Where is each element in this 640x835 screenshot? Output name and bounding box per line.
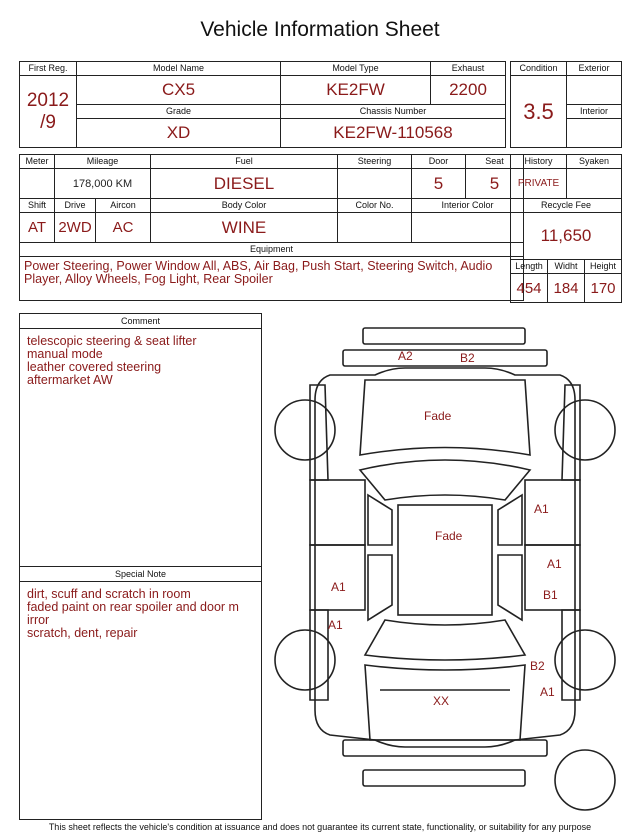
steering-label: Steering — [338, 155, 412, 169]
steering-value — [338, 169, 412, 199]
special-note-box — [19, 566, 262, 820]
syaken-value — [567, 169, 622, 199]
height-value: 170 — [585, 274, 622, 303]
recycle-fee-label: Recycle Fee — [511, 199, 622, 213]
grade-label: Grade — [77, 105, 281, 119]
aircon-label: Aircon — [96, 199, 151, 213]
first-reg-value: 2012 /9 — [20, 76, 77, 148]
equipment-label: Equipment — [20, 243, 524, 257]
condition-label: Condition — [511, 62, 567, 76]
mark-b1-right: B1 — [543, 588, 558, 602]
model-type-value: KE2FW — [281, 76, 431, 105]
seat-label: Seat — [466, 155, 524, 169]
condition-value: 3.5 — [511, 76, 567, 148]
exterior-label: Exterior — [567, 62, 622, 76]
mark-a1-left-door: A1 — [331, 580, 346, 594]
history-table — [510, 154, 622, 260]
grade-value: XD — [77, 119, 281, 148]
page-title: Vehicle Information Sheet — [200, 18, 440, 41]
door-value: 5 — [412, 169, 466, 199]
mark-b2-front: B2 — [460, 351, 475, 365]
shift-value: AT — [20, 213, 55, 243]
vehicle-spec-table — [19, 154, 524, 301]
exterior-value — [567, 76, 622, 105]
mark-a1-right-rear: A1 — [547, 557, 562, 571]
comment-label: Comment — [20, 314, 261, 329]
mark-a1-left-rear: A1 — [328, 618, 343, 632]
meter-value — [20, 169, 55, 199]
color-no-value — [338, 213, 412, 243]
interior-value — [567, 119, 622, 148]
chassis-value: KE2FW-110568 — [281, 119, 506, 148]
mark-a1-rear-corner: A1 — [540, 685, 555, 699]
syaken-label: Syaken — [567, 155, 622, 169]
model-type-label: Model Type — [281, 62, 431, 76]
length-label: Length — [511, 260, 548, 274]
car-damage-diagram — [270, 320, 630, 820]
mileage-label: Mileage — [55, 155, 151, 169]
equipment-value: Power Steering, Power Window All, ABS, Air Bag, Push Start, Steering Switch, Audio Player, Alloy Wheels, Fog Light, Rear Spoiler — [20, 257, 524, 301]
seat-value: 5 — [466, 169, 524, 199]
history-value: PRIVATE — [511, 169, 567, 199]
width-label: Widht — [548, 260, 585, 274]
mark-xx: XX — [433, 694, 450, 708]
width-value: 184 — [548, 274, 585, 303]
exhaust-value: 2200 — [431, 76, 506, 105]
comment-box — [19, 313, 262, 567]
car-outline — [275, 328, 615, 810]
mark-a1-right-front: A1 — [534, 502, 549, 516]
first-reg-label: First Reg. — [20, 62, 77, 76]
mark-a2: A2 — [398, 349, 413, 363]
aircon-value: AC — [96, 213, 151, 243]
body-color-label: Body Color — [151, 199, 338, 213]
drive-value: 2WD — [55, 213, 96, 243]
interior-color-label: Interior Color — [412, 199, 524, 213]
meter-label: Meter — [20, 155, 55, 169]
model-name-value: CX5 — [77, 76, 281, 105]
interior-color-value — [412, 213, 524, 243]
exhaust-label: Exhaust — [431, 62, 506, 76]
model-name-label: Model Name — [77, 62, 281, 76]
door-label: Door — [412, 155, 466, 169]
length-value: 454 — [511, 274, 548, 303]
condition-table — [510, 61, 622, 148]
vehicle-basic-table — [19, 61, 506, 148]
special-note-label: Special Note — [20, 567, 261, 582]
height-label: Height — [585, 260, 622, 274]
history-label: History — [511, 155, 567, 169]
special-note-text: dirt, scuff and scratch in room faded paint on rear spoiler and door m irror scratch, dent, repair — [27, 587, 239, 640]
drive-label: Drive — [55, 199, 96, 213]
body-color-value: WINE — [151, 213, 338, 243]
dimensions-table — [510, 259, 622, 303]
footer-disclaimer: This sheet reflects the vehicle's condition at issuance and does not guarantee its current state, functionality, or suitability for any purpose — [48, 822, 592, 832]
interior-label: Interior — [567, 105, 622, 119]
mark-fade-hood: Fade — [424, 409, 452, 423]
mileage-value: 178,000 KM — [55, 169, 151, 199]
comment-text: telescopic steering & seat lifter manual mode leather covered steering aftermarket AW — [27, 334, 197, 387]
fuel-label: Fuel — [151, 155, 338, 169]
shift-label: Shift — [20, 199, 55, 213]
recycle-fee-value: 11,650 — [511, 213, 622, 260]
fuel-value: DIESEL — [151, 169, 338, 199]
mark-fade-roof: Fade — [435, 529, 463, 543]
mark-b2-rear: B2 — [530, 659, 545, 673]
chassis-label: Chassis Number — [281, 105, 506, 119]
color-no-label: Color No. — [338, 199, 412, 213]
